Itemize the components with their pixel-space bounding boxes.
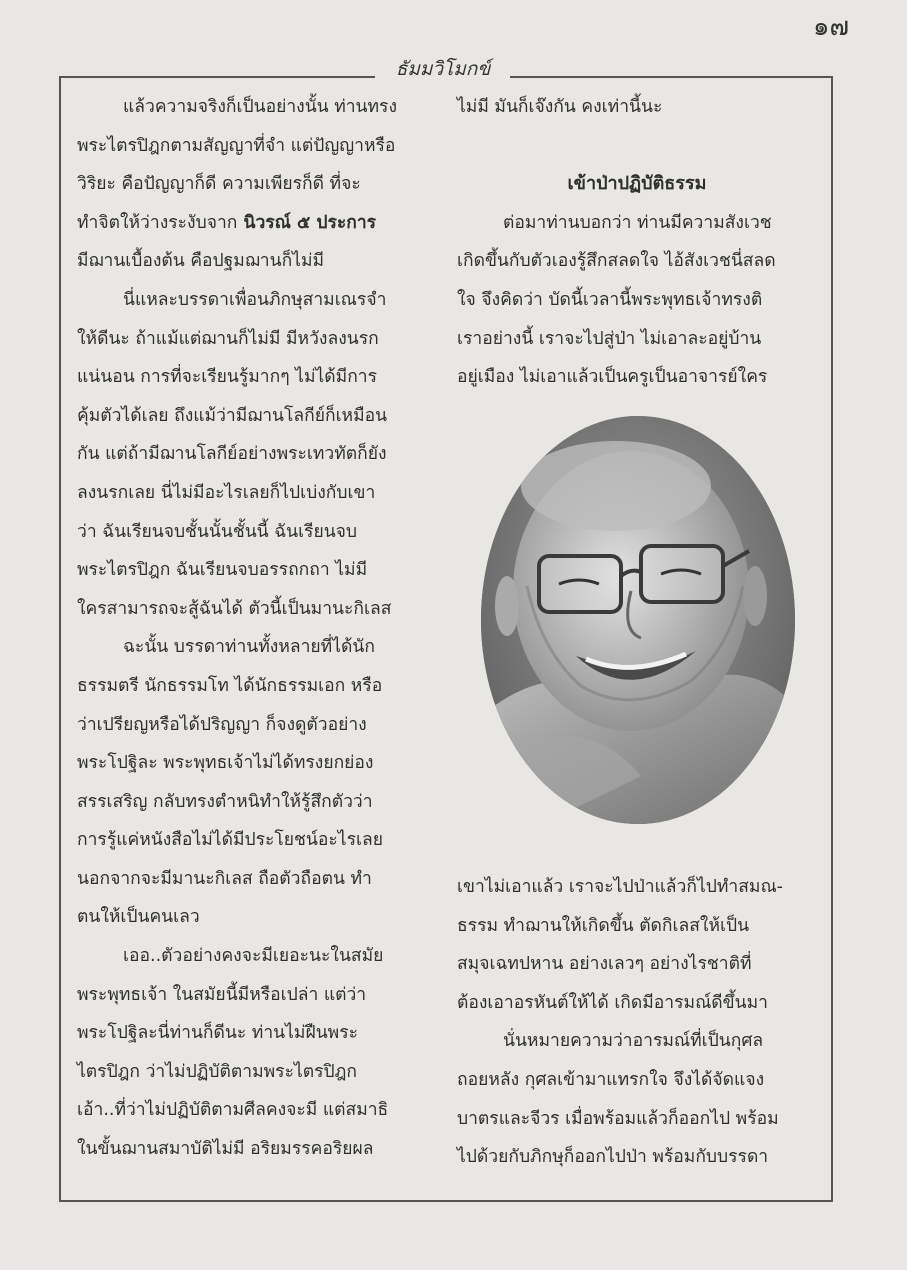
text-line <box>77 860 435 899</box>
text-line-content: ทำจิตให้ว่างระงับจาก <box>77 212 238 233</box>
text-line-content: พระโปฐิละนี่ท่านก็ดีนะ ท่านไม่ฝืนพระ <box>77 1023 359 1044</box>
text-line <box>457 358 817 397</box>
text-line-content: นอกจากจะมีมานะกิเลส ถือตัวถือตน ทำ <box>77 868 372 889</box>
text-line-content: พระไตรปิฎกตามสัญญาที่จำ แต่ปัญญาหรือ <box>77 135 396 156</box>
text-line-content: วิริยะ คือปัญญาก็ดี ความเพียรก็ดี ที่จะ <box>77 174 361 195</box>
text-line <box>77 165 435 204</box>
text-line <box>77 1130 435 1169</box>
text-line-content: อยู่เมือง ไม่เอาแล้วเป็นครูเป็นอาจารย์ใคร <box>457 367 768 388</box>
right-text-column-top <box>457 88 817 397</box>
text-line-content: ต้องเอาอรหันต์ให้ได้ เกิดมีอารมณ์ดีขึ้นมา <box>457 992 768 1013</box>
text-line-content: ในขั้นฌานสมาบัติไม่มี อริยมรรคอริยผล <box>77 1139 374 1160</box>
text-line <box>77 1091 435 1130</box>
text-line-content: บาตรและจีวร เมื่อพร้อมแล้วก็ออกไป พร้อม <box>457 1108 779 1129</box>
text-line <box>77 590 435 629</box>
text-line <box>77 628 435 667</box>
text-line <box>457 907 817 946</box>
text-line <box>77 397 435 436</box>
text-line-content: กัน แต่ถ้ามีฌานโลกีย์อย่างพระเทวทัตก็ยัง <box>77 444 387 465</box>
text-line-content: พระพุทธเจ้า ในสมัยนี้มีหรือเปล่า แต่ว่า <box>77 984 367 1005</box>
text-line <box>77 1014 435 1053</box>
text-line-content: แน่นอน การที่จะเรียนรู้มากๆ ไม่ได้มีการ <box>77 367 378 388</box>
text-line-content: สมุจเฉทปหาน อย่างเลวๆ อย่างไรชาติที่ <box>457 954 752 975</box>
text-line <box>77 358 435 397</box>
text-line <box>457 945 817 984</box>
text-line <box>77 898 435 937</box>
text-line <box>77 127 435 166</box>
text-line-content: เออ..ตัวอย่างคงจะมีเยอะนะในสมัย <box>123 946 384 967</box>
text-line <box>77 204 435 243</box>
text-line-content: พระโปฐิละ พระพุทธเจ้าไม่ได้ทรงยกย่อง <box>77 753 374 774</box>
text-line-content: ใครสามารถจะสู้ฉันได้ ตัวนี้เป็นมานะกิเลส <box>77 598 392 619</box>
text-line <box>77 551 435 590</box>
text-line-content: ธรรม ทำฌานให้เกิดขึ้น ตัดกิเลสให้เป็น <box>457 915 750 936</box>
text-line-content: เข้าป่าปฏิบัติธรรม <box>567 173 707 195</box>
text-line <box>77 783 435 822</box>
text-line <box>77 281 435 320</box>
text-line-content: ว่าเปรียญหรือได้ปริญญา ก็จงดูตัวอย่าง <box>77 714 367 735</box>
text-line <box>77 1053 435 1092</box>
text-line <box>77 513 435 552</box>
left-text-column <box>77 88 435 1169</box>
text-line <box>457 1138 817 1177</box>
text-line-content: เอ้า..ที่ว่าไม่ปฏิบัติตามศีลคงจะมี แต่สมาธิ <box>77 1100 389 1121</box>
text-line-content: สรรเสริญ กลับทรงตำหนิทำให้รู้สึกตัวว่า <box>77 791 373 812</box>
text-line-content: ว่า ฉันเรียนจบชั้นนั้นชั้นนี้ ฉันเรียนจบ <box>77 521 358 542</box>
text-line <box>77 242 435 281</box>
text-line <box>457 127 817 166</box>
text-line-content: มีฌานเบื้องต้น คือปฐมฌานก็ไม่มี <box>77 251 325 272</box>
text-line <box>457 242 817 281</box>
text-line-content: เกิดขึ้นกับตัวเองรู้สึกสลดใจ ไอ้สังเวชนี่สลด <box>457 251 776 272</box>
text-line-content: ต่อมาท่านบอกว่า ท่านมีความสังเวช <box>503 212 772 233</box>
section-heading <box>457 165 817 204</box>
text-line-content: เราอย่างนี้ เราจะไปสู่ป่า ไม่เอาละอยู่บ้าน <box>457 328 762 349</box>
text-line-content: ถอยหลัง กุศลเข้ามาแทรกใจ จึงได้จัดแจง <box>457 1069 765 1090</box>
text-line-content: นี่แหละบรรดาเพื่อนภิกษุสามเณรจำ <box>123 289 387 310</box>
text-line <box>457 1022 817 1061</box>
text-line-content: แล้วความจริงก็เป็นอย่างนั้น ท่านทรง <box>123 97 398 117</box>
right-text-column-bottom <box>457 868 817 1177</box>
text-line <box>457 1061 817 1100</box>
portrait-image <box>481 416 795 824</box>
text-line-content: ให้ดีนะ ถ้าแม้แต่ฌานก็ไม่มี มีหวังลงนรก <box>77 328 379 349</box>
text-line-content: ไปด้วยกับภิกษุก็ออกไปป่า พร้อมกับบรรดา <box>457 1147 769 1168</box>
text-line-content: ธรรมตรี นักธรรมโท ได้นักธรรมเอก หรือ <box>77 675 383 696</box>
text-line <box>77 667 435 706</box>
text-line <box>457 984 817 1023</box>
page-number: ๑๗ <box>812 12 849 42</box>
text-line-content: ใจ จึงคิดว่า บัดนี้เวลานี้พระพุทธเจ้าทรงติ <box>457 289 763 310</box>
text-line-content: พระไตรปิฎก ฉันเรียนจบอรรถกถา ไม่มี <box>77 560 368 581</box>
text-line <box>77 821 435 860</box>
text-line <box>457 88 817 127</box>
text-line-content: ไม่มี มันก็เจ๊งกัน คงเท่านี้นะ <box>457 97 663 117</box>
text-line-content: ฉะนั้น บรรดาท่านทั้งหลายที่ได้นัก <box>123 637 375 658</box>
bold-term: นิวรณ์ ๕ ประการ <box>237 212 377 233</box>
text-line-content: คุ้มตัวได้เลย ถึงแม้ว่ามีฌานโลกีย์ก็เหมือน <box>77 405 388 426</box>
text-line <box>77 706 435 745</box>
text-line <box>77 937 435 976</box>
text-line <box>77 744 435 783</box>
text-line-content: ลงนรกเลย นี่ไม่มีอะไรเลยก็ไปเบ่งกับเขา <box>77 482 376 503</box>
text-line-content: ตนให้เป็นคนเลว <box>77 907 200 928</box>
monk-portrait-photo <box>481 416 795 824</box>
text-line-content: ไตรปิฎก ว่าไม่ปฏิบัติตามพระไตรปิฎก <box>77 1061 357 1082</box>
text-line <box>457 281 817 320</box>
text-line <box>77 474 435 513</box>
text-line-content: การรู้แค่หนังสือไม่ได้มีประโยชน์อะไรเลย <box>77 830 383 851</box>
text-line <box>77 435 435 474</box>
text-line <box>77 320 435 359</box>
text-line <box>457 320 817 359</box>
text-line <box>457 868 817 907</box>
text-line <box>457 204 817 243</box>
text-line-content: นั่นหมายความว่าอารมณ์ที่เป็นกุศล <box>503 1031 764 1052</box>
text-line <box>77 88 435 127</box>
text-line <box>457 1100 817 1139</box>
text-line-content: เขาไม่เอาแล้ว เราจะไปป่าแล้วก็ไปทำสมณ- <box>457 877 783 897</box>
text-line <box>77 976 435 1015</box>
running-header-title: ธัมมวิโมกข์ <box>395 58 491 80</box>
